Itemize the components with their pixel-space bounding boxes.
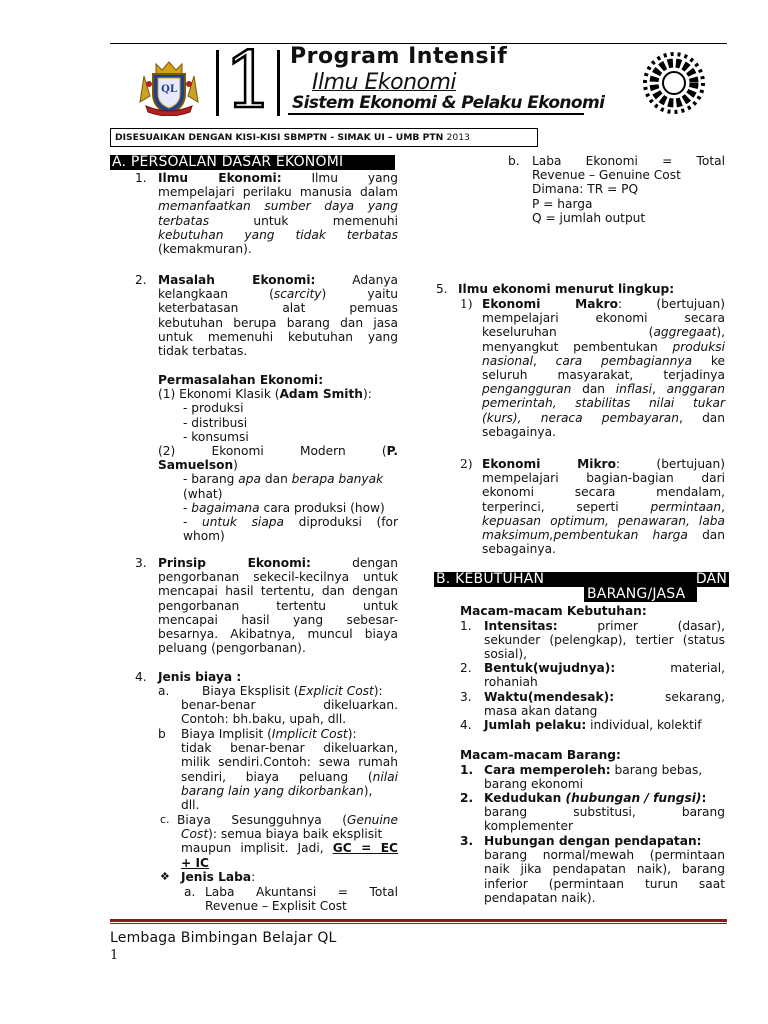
circular-emblem-icon: [638, 50, 710, 116]
crest-lettering: QL: [161, 84, 177, 95]
kebutuhan-bentuk: Bentuk(wujudnya): material, rohaniah: [484, 661, 725, 690]
barang-kedudukan: Kedudukan (hubungan / fungsi): barang substitusi, barang komplementer: [484, 791, 725, 834]
chapter-number-block: [216, 36, 280, 126]
section-b-heading-cont: BARANG/JASA: [584, 587, 697, 602]
genuine-cost: Biaya Sesungguhnya (Genuine Cost): semua biaya baik eksplisit maupun implisit. Jadi, GC = EC + IC: [177, 813, 398, 870]
title-underline: [288, 113, 584, 115]
keb1-number: 1.: [460, 619, 472, 633]
keb4-number: 4.: [460, 718, 472, 732]
implicit-cost: Biaya Implisit (Implicit Cost): tidak benar-benar dikeluarkan, milik sendiri.Contoh: sewa rumah sendiri, biaya peluang (nilai barang lain yang dikorbankan), dll.: [181, 727, 398, 813]
item4-title: Jenis biaya :: [158, 670, 242, 684]
cost-b-label: b: [158, 727, 166, 741]
curriculum-note-text: DISESUAIKAN DENGAN KISI-KISI SBMPTN - SIMAK UI – UMB PTN: [115, 132, 444, 143]
subject-title: Ilmu Ekonomi: [312, 70, 457, 95]
kebutuhan-intensitas: Intensitas: primer (dasar), sekunder (pelengkap), tertier (status sosial),: [484, 619, 725, 662]
kebutuhan-waktu: Waktu(mendesak): sekarang, masa akan datang: [484, 690, 725, 719]
barang-title: Macam-macam Barang:: [460, 748, 621, 762]
laba-ekonomi: Laba Ekonomi = Total Revenue – Genuine Cost Dimana: TR = PQ P = harga Q = jumlah output: [532, 154, 725, 225]
item3-number: 3.: [135, 556, 147, 570]
keb2-number: 2.: [460, 661, 472, 675]
item2-definition: Masalah Ekonomi: Adanya kelangkaan (scarcity) yaitu keterbatasan alat pemuas kebutuhan berupa barang dan jasa untuk memenuhi kebutuhan yang tidak terbatas.: [158, 273, 398, 359]
item5-number: 5.: [436, 282, 448, 296]
chapter-number: 1: [224, 36, 274, 126]
item1-definition: Ilmu Ekonomi: Ilmu yang mempelajari perilaku manusia dalam memanfaatkan sumber daya yang terbatas untuk memenuhi kebutuhan yang tidak terbatas (kemakmuran).: [158, 171, 399, 257]
bar1-number: 1.: [460, 763, 474, 777]
item2-number: 2.: [135, 273, 147, 287]
institution-crest-icon: [136, 56, 202, 116]
makro-number: 1): [460, 297, 473, 311]
curriculum-note: [110, 128, 538, 147]
kebutuhan-title: Macam-macam Kebutuhan:: [460, 604, 647, 618]
barang-hubungan: Hubungan dengan pendapatan: barang normal/mewah (permintaan naik jika pendapatan naik), barang inferior (permintaan turun saat pendapatan naik).: [484, 834, 725, 905]
permasalahan-ekonomi: Permasalahan Ekonomi: (1) Ekonomi Klasik (Adam Smith): - produksi - distribusi - konsumsi (2) Ekonomi Modern (P. Samuelson) - barang apa dan berapa banyak (what) - bagaimana cara produksi (how) - untuk siapa diproduksi (for whom): [158, 373, 398, 544]
section-a-heading: A. PERSOALAN DASAR EKONOMI: [110, 155, 395, 170]
footer-rule-thin: [110, 923, 727, 924]
cost-c-label: c.: [160, 813, 170, 826]
topic-title: Sistem Ekonomi & Pelaku Ekonomi: [292, 93, 605, 113]
diamond-bullet-icon: ❖: [160, 870, 170, 883]
footer-organization: Lembaga Bimbingan Belajar QL: [110, 930, 337, 946]
page-number: 1: [110, 948, 119, 963]
ekonomi-mikro: Ekonomi Mikro: (bertujuan) mempelajari bagian-bagian dari ekonomi secara mendalam, terperinci, seperti permintaan, kepuasan optimum, penawaran, laba maksimum,pembentukan harga dan sebagainya.: [482, 457, 725, 557]
jenis-laba-title: Jenis Laba:: [181, 870, 256, 884]
footer-rule: [110, 919, 727, 922]
explicit-cost: Biaya Eksplisit (Explicit Cost): benar-benar dikeluarkan. Contoh: bh.baku, upah, dll.: [181, 684, 398, 727]
section-b-heading: B. KEBUTUHAN DAN: [436, 571, 727, 587]
curriculum-note-year: 2013: [446, 132, 470, 143]
item1-number: 1.: [135, 171, 147, 185]
item5-title: Ilmu ekonomi menurut lingkup:: [458, 282, 675, 296]
laba-b-label: b.: [508, 154, 520, 168]
laba-a-label: a.: [184, 885, 196, 899]
keb3-number: 3.: [460, 690, 472, 704]
item4-number: 4.: [135, 670, 147, 684]
bar2-number: 2.: [460, 791, 474, 805]
bar3-number: 3.: [460, 834, 474, 848]
cost-a-label: a.: [158, 684, 170, 698]
program-title: Program Intensif: [290, 44, 508, 69]
barang-cara: Cara memperoleh: barang bebas, barang ekonomi: [484, 763, 703, 792]
ekonomi-makro: Ekonomi Makro: (bertujuan) mempelajari ekonomi secara keseluruhan (aggregaat), menyangkut pembentukan produksi nasional, cara pembagiannya ke seluruh masyarakat, terjadinya pengangguran dan inflasi, anggaran pemerintah, stabilitas nilai tukar (kurs), neraca pembayaran, dan sebagainya.: [482, 297, 725, 439]
laba-akuntansi: Laba Akuntansi = Total Revenue – Explisit Cost: [205, 885, 398, 914]
kebutuhan-jumlah: Jumlah pelaku: individual, kolektif: [484, 718, 702, 732]
mikro-number: 2): [460, 457, 473, 471]
item3-definition: Prinsip Ekonomi: dengan pengorbanan sekecil-kecilnya untuk mencapai hasil tertentu, dan dengan pengorbanan tertentu untuk mencapai hasil yang sebesar- besarnya. Akibatnya, muncul biaya peluang (pengorbanan).: [158, 556, 398, 656]
